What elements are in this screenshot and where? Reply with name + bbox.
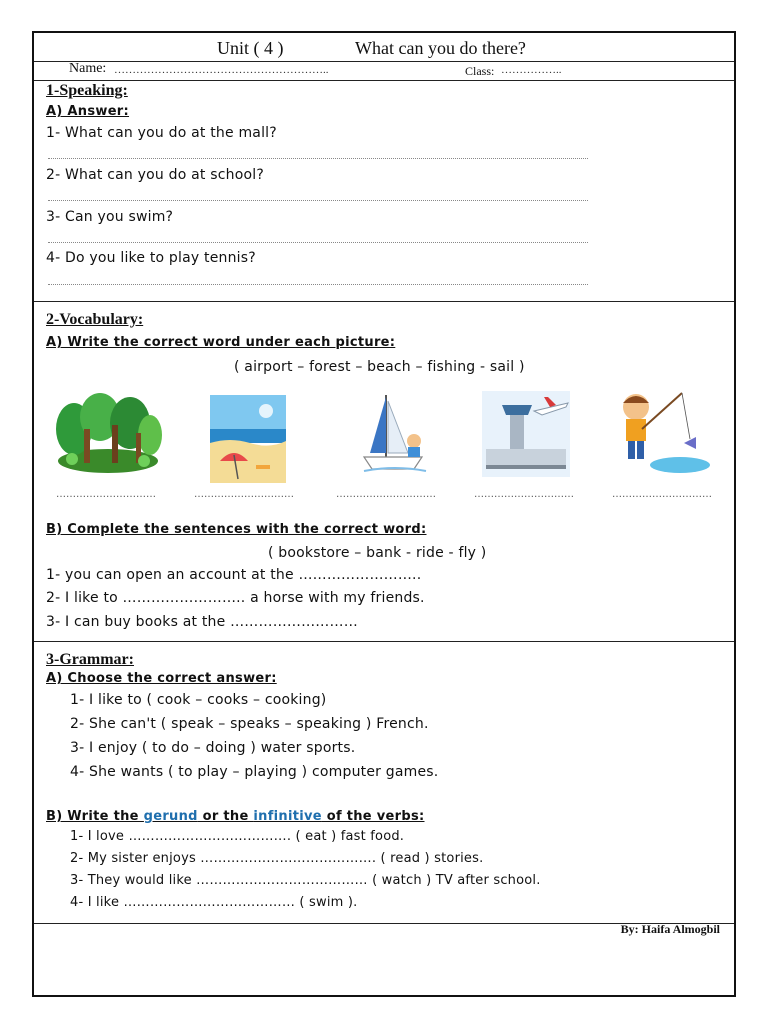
class-field[interactable]: …………….. — [501, 64, 562, 76]
picture-answer-blank[interactable]: ………………………… — [194, 489, 294, 500]
section-divider — [34, 641, 734, 642]
vocabulary-heading: 2-Vocabulary: — [46, 311, 144, 328]
sentence-item[interactable]: 2- I like to …………………….. a horse with my friends. — [46, 590, 425, 606]
beach-icon — [210, 395, 286, 483]
verb-item[interactable]: 4- I like ………………………………… ( swim ). — [70, 895, 358, 910]
name-field[interactable]: ………………………………………………….. — [114, 64, 329, 76]
picture-answer-blank[interactable]: ………………………… — [612, 489, 712, 500]
grammar-heading: 3-Grammar: — [46, 651, 134, 668]
answer-line[interactable] — [48, 284, 588, 285]
section-divider — [34, 301, 734, 302]
vocabulary-sub-a: A) Write the correct word under each picture: — [46, 335, 396, 350]
speaking-question: 4- Do you like to play tennis? — [46, 250, 256, 266]
choice-item[interactable]: 4- She wants ( to play – playing ) computer games. — [70, 764, 439, 780]
name-divider — [34, 80, 734, 81]
sailboat-icon — [360, 391, 430, 475]
speaking-heading: 1-Speaking: — [46, 82, 128, 99]
picture-answer-blank[interactable]: ………………………… — [474, 489, 574, 500]
word-bank-b: ( bookstore – bank - ride - fly ) — [268, 545, 487, 561]
verb-item[interactable]: 1- I love ………………………………. ( eat ) fast food. — [70, 829, 405, 844]
picture-answer-blank[interactable]: ………………………… — [336, 489, 436, 500]
word-bank-a: ( airport – forest – beach – fishing - sail ) — [234, 359, 525, 375]
name-label: Name: — [69, 61, 107, 76]
speaking-sub-a: A) Answer: — [46, 104, 130, 119]
answer-line[interactable] — [48, 200, 588, 201]
boy-fishing-icon — [610, 387, 714, 477]
choice-item[interactable]: 1- I like to ( cook – cooks – cooking) — [70, 692, 327, 708]
speaking-question: 3- Can you swim? — [46, 209, 174, 225]
infinitive-word: infinitive — [253, 809, 322, 824]
speaking-question: 2- What can you do at school? — [46, 167, 264, 183]
verb-item[interactable]: 3- They would like ………………………………… ( watch ) TV after school. — [70, 873, 541, 888]
author-credit: By: Haifa Almogbil — [620, 922, 720, 936]
answer-line[interactable] — [48, 158, 588, 159]
airport-icon — [482, 391, 570, 477]
picture-answer-blank[interactable]: ………………………… — [56, 489, 156, 500]
header-divider — [34, 61, 734, 62]
choice-item[interactable]: 2- She can't ( speak – speaks – speaking ) French. — [70, 716, 429, 732]
unit-label: Unit ( 4 ) — [217, 38, 284, 58]
grammar-sub-a: A) Choose the correct answer: — [46, 671, 277, 686]
vocabulary-sub-b: B) Complete the sentences with the correct word: — [46, 522, 427, 537]
grammar-sub-b-prefix: B) Write the — [46, 809, 144, 824]
speaking-question: 1- What can you do at the mall? — [46, 125, 277, 141]
sentence-item[interactable]: 1- you can open an account at the …………………….. — [46, 567, 422, 583]
sentence-item[interactable]: 3- I can buy books at the ……………………… — [46, 614, 358, 630]
page-title: What can you do there? — [355, 38, 526, 58]
forest-icon — [54, 389, 162, 477]
class-label: Class: — [465, 64, 495, 78]
gerund-word: gerund — [143, 809, 198, 824]
verb-item[interactable]: 2- My sister enjoys …………………………………. ( read ) stories. — [70, 851, 484, 866]
grammar-sub-b-or: or the — [197, 809, 254, 824]
answer-line[interactable] — [48, 242, 588, 243]
worksheet — [32, 31, 736, 997]
grammar-sub-b — [46, 809, 425, 824]
grammar-sub-b-suffix: of the verbs: — [321, 809, 425, 824]
choice-item[interactable]: 3- I enjoy ( to do – doing ) water sports. — [70, 740, 356, 756]
